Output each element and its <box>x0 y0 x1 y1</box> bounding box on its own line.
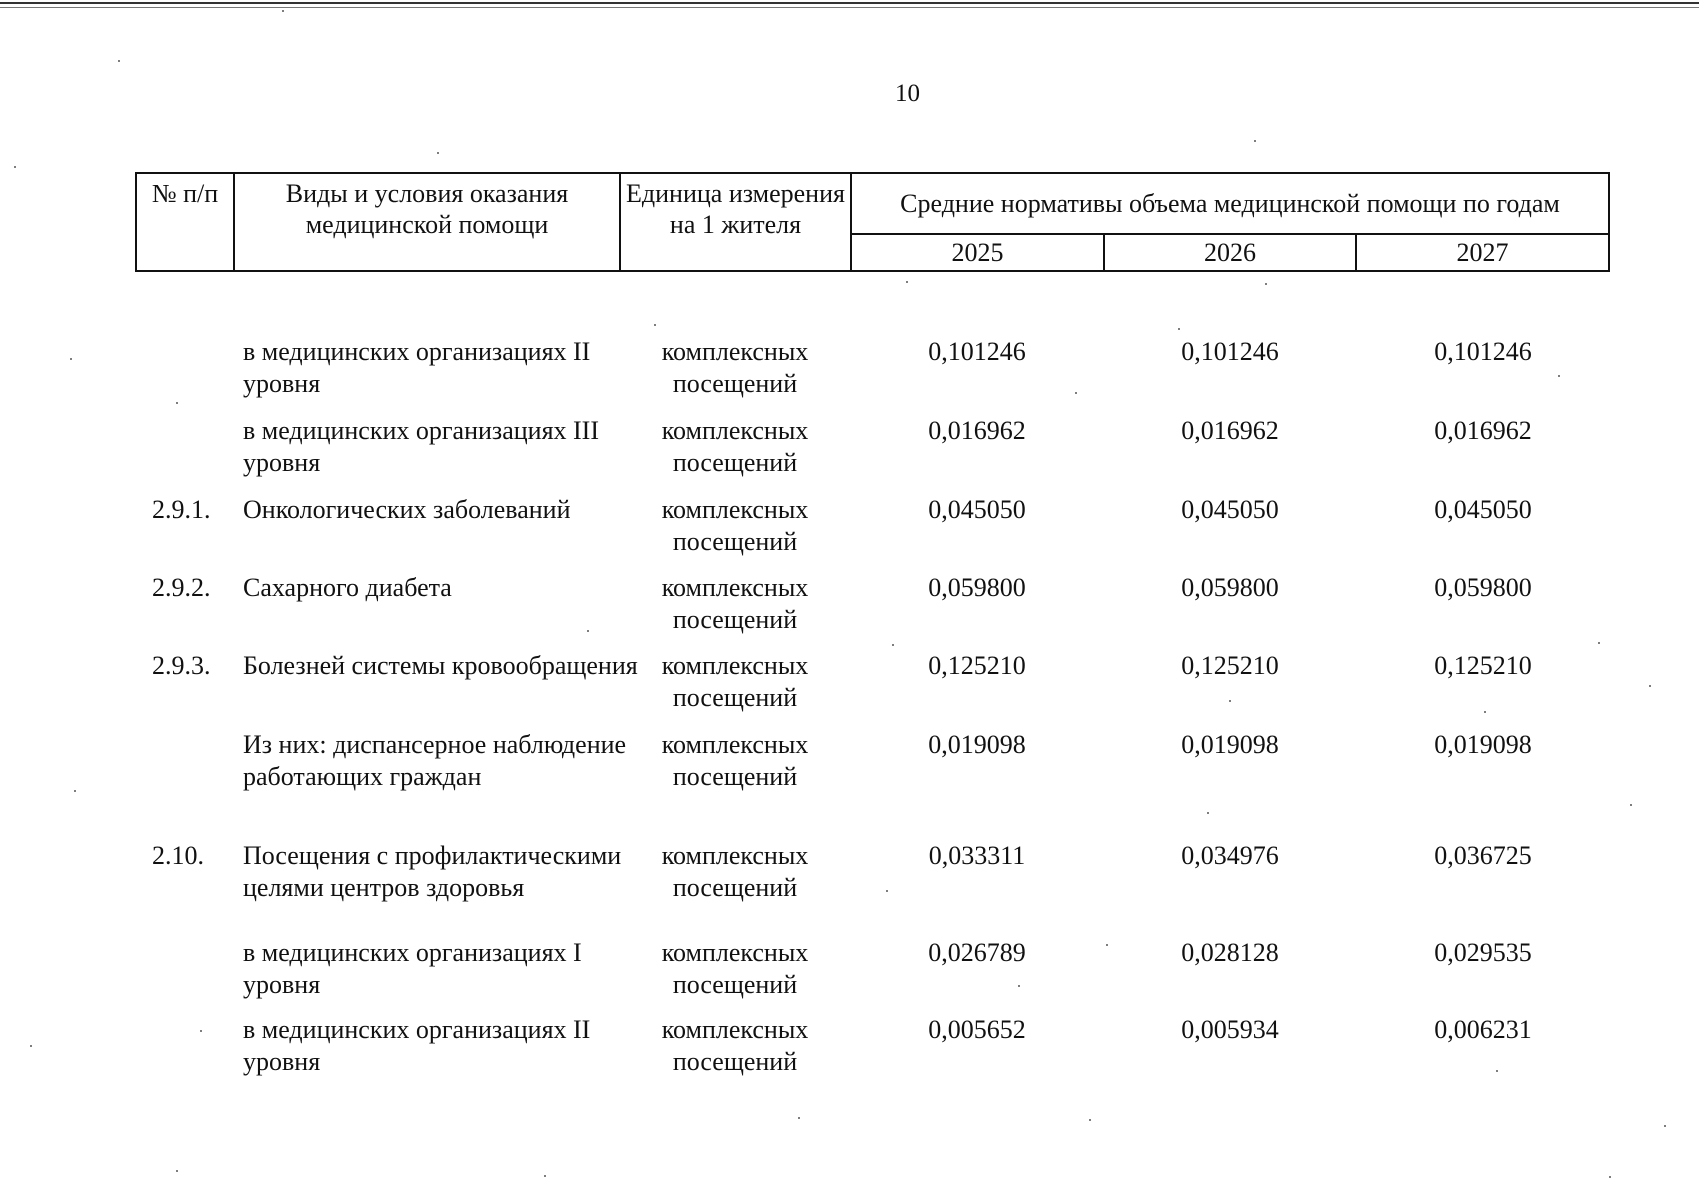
row-unit: комплексных посещений <box>661 416 809 477</box>
header-year-group: Средние нормативы объема медицинской помощи по годам <box>851 173 1609 234</box>
scan-speck <box>1089 1119 1091 1121</box>
scan-speck <box>282 10 284 12</box>
value-2025: 0,005652 <box>928 1015 1026 1044</box>
scan-speck <box>654 324 656 326</box>
scan-speck <box>1598 642 1600 644</box>
value-2025: 0,101246 <box>928 337 1026 366</box>
row-number: 2.9.3. <box>152 651 211 680</box>
scan-speck <box>14 166 16 168</box>
value-2027: 0,006231 <box>1434 1015 1532 1044</box>
value-2026: 0,045050 <box>1181 495 1279 524</box>
value-2025: 0,045050 <box>928 495 1026 524</box>
scan-speck <box>437 152 439 154</box>
scan-speck <box>118 60 120 62</box>
row-unit: комплексных посещений <box>661 651 809 712</box>
row-number: 2.9.2. <box>152 573 211 602</box>
scan-speck <box>587 630 589 632</box>
row-unit: комплексных посещений <box>661 938 809 999</box>
value-2027: 0,101246 <box>1434 337 1532 366</box>
value-2026: 0,016962 <box>1181 416 1279 445</box>
table-header <box>135 172 1610 272</box>
row-number: 2.9.1. <box>152 495 211 524</box>
header-year-2027: 2027 <box>1356 234 1609 271</box>
scan-speck <box>1609 1176 1611 1178</box>
scan-speck <box>200 1030 202 1032</box>
scan-speck <box>176 1170 178 1172</box>
row-name: в медицинских организациях II уровня <box>243 337 591 398</box>
value-2025: 0,019098 <box>928 730 1026 759</box>
row-unit: комплексных посещений <box>661 730 809 791</box>
scan-top-border <box>0 2 1699 8</box>
row-name: Из них: диспансерное наблюдение работающих граждан <box>243 730 627 791</box>
value-2026: 0,034976 <box>1181 841 1279 870</box>
scan-speck <box>798 1117 800 1119</box>
row-name: в медицинских организациях II уровня <box>243 1015 591 1076</box>
row-unit: комплексных посещений <box>661 841 809 902</box>
row-name: в медицинских организациях I уровня <box>243 938 582 999</box>
scan-speck <box>1106 944 1108 946</box>
scan-speck <box>1075 392 1077 394</box>
scan-speck <box>30 1045 32 1047</box>
scan-speck <box>1649 685 1651 687</box>
value-2026: 0,059800 <box>1181 573 1279 602</box>
scan-speck <box>1630 804 1632 806</box>
scan-speck <box>70 358 72 360</box>
value-2027: 0,045050 <box>1434 495 1532 524</box>
value-2027: 0,125210 <box>1434 651 1532 680</box>
header-unit: Единица измерения на 1 жителя <box>620 173 851 271</box>
row-unit: комплексных посещений <box>661 495 809 556</box>
value-2025: 0,033311 <box>928 841 1026 870</box>
row-number: 2.10. <box>152 841 204 870</box>
scan-speck <box>1254 140 1256 142</box>
value-2027: 0,029535 <box>1434 938 1532 967</box>
value-2025: 0,125210 <box>928 651 1026 680</box>
scan-speck <box>176 402 178 404</box>
row-unit: комплексных посещений <box>661 337 809 398</box>
scan-speck <box>1496 1070 1498 1072</box>
row-name: в медицинских организациях III уровня <box>243 416 600 477</box>
scan-speck <box>1558 375 1560 377</box>
header-number: № п/п <box>136 173 234 271</box>
value-2027: 0,016962 <box>1434 416 1532 445</box>
value-2027: 0,019098 <box>1434 730 1532 759</box>
scan-speck <box>1265 283 1267 285</box>
row-unit: комплексных посещений <box>661 1015 809 1076</box>
scan-speck <box>1178 328 1180 330</box>
value-2025: 0,016962 <box>928 416 1026 445</box>
value-2027: 0,036725 <box>1434 841 1532 870</box>
scan-speck <box>906 281 908 283</box>
value-2025: 0,059800 <box>928 573 1026 602</box>
header-year-2025: 2025 <box>851 234 1104 271</box>
scan-speck <box>1018 985 1020 987</box>
page-number: 10 <box>895 80 920 107</box>
value-2026: 0,019098 <box>1181 730 1279 759</box>
row-unit: комплексных посещений <box>661 573 809 634</box>
scan-speck <box>892 644 894 646</box>
scan-speck <box>544 1175 546 1177</box>
row-name: Болезней системы кровообращения <box>243 651 638 680</box>
scan-speck <box>1207 812 1209 814</box>
value-2027: 0,059800 <box>1434 573 1532 602</box>
value-2025: 0,026789 <box>928 938 1026 967</box>
row-name: Онкологических заболеваний <box>243 495 571 524</box>
scan-speck <box>886 890 888 892</box>
value-2026: 0,028128 <box>1181 938 1279 967</box>
value-2026: 0,101246 <box>1181 337 1279 366</box>
value-2026: 0,005934 <box>1181 1015 1279 1044</box>
header-year-2026: 2026 <box>1104 234 1356 271</box>
scan-speck <box>74 790 76 792</box>
value-2026: 0,125210 <box>1181 651 1279 680</box>
scan-speck <box>1229 700 1231 702</box>
row-name: Сахарного диабета <box>243 573 452 602</box>
scan-speck <box>1484 711 1486 713</box>
row-name: Посещения с профилактическими целями центров здоровья <box>243 841 622 902</box>
header-care-type: Виды и условия оказания медицинской помощи <box>234 173 620 271</box>
scan-speck <box>1664 1125 1666 1127</box>
